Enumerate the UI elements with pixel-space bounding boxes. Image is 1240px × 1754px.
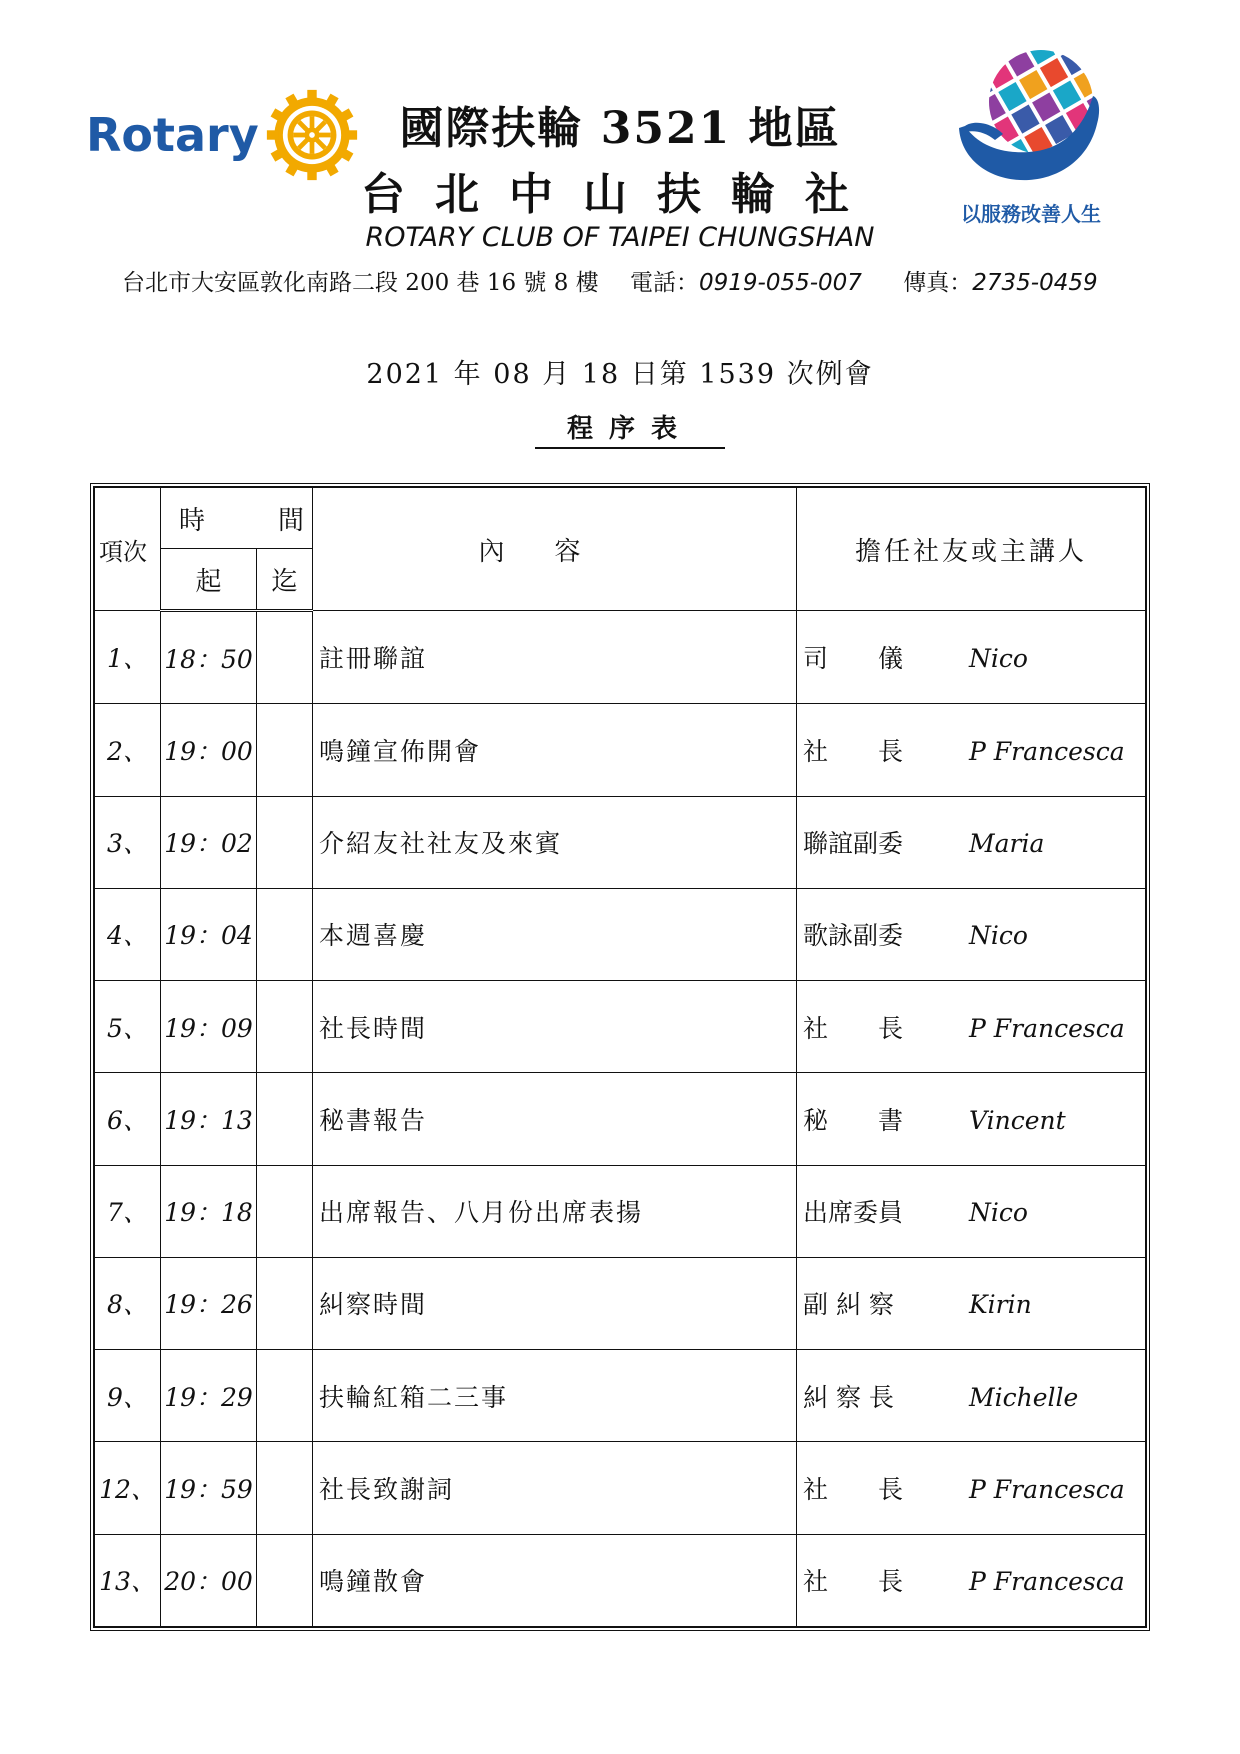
row-content: 秘書報告 [313,1073,797,1165]
row-end-time [257,1534,313,1626]
row-start-time: 19：13 [161,1073,257,1165]
row-person-name: P Francesca [969,1567,1125,1597]
row-content: 社長時間 [313,981,797,1073]
table-row [95,1442,1146,1534]
row-number: 5、 [95,981,161,1073]
row-end-time [257,1165,313,1257]
row-number: 1、 [95,611,161,704]
row-person-name: P Francesca [969,1475,1125,1505]
row-role: 社 長 [803,1475,904,1505]
row-person [797,1442,1146,1534]
club-address-line [122,264,1098,297]
row-end-time [257,1442,313,1534]
rotary-logo-text: Rotary [86,108,259,162]
table-row [95,1350,1146,1442]
fax-label: 傳真： [903,270,973,296]
row-role: 社 長 [803,736,904,766]
row-person-name: Nico [969,1198,1028,1228]
row-number: 8、 [95,1257,161,1349]
row-number: 9、 [95,1350,161,1442]
row-person [797,704,1146,796]
table-row [95,1165,1146,1257]
row-role: 社 長 [803,1567,904,1597]
header-content: 內容 [313,488,797,611]
row-end-time [257,1073,313,1165]
header-item: 項次 [95,488,161,611]
row-person [797,1257,1146,1349]
meeting-date-line: 2021 年 08 月 18 日第 1539 次例會 [366,359,874,390]
globe-in-hand-icon [951,40,1111,190]
row-role: 歌詠副委 [803,921,904,951]
row-start-time: 20：00 [161,1534,257,1626]
row-person [797,981,1146,1073]
table-row [95,704,1146,796]
row-role: 副 糾 察 [803,1290,894,1320]
row-person [797,1073,1146,1165]
club-title: 台北中山扶輪社 [361,169,879,220]
header-time-char2: 間 [277,505,304,536]
club-address: 台北市大安區敦化南路二段 200 巷 16 號 8 樓 [122,270,599,296]
row-number: 2、 [95,704,161,796]
row-role: 社 長 [803,1013,904,1043]
row-person-name: Nico [969,921,1028,951]
row-content: 介紹友社社友及來賓 [313,796,797,888]
row-person [797,1350,1146,1442]
row-content: 註冊聯誼 [313,611,797,704]
row-number: 7、 [95,1165,161,1257]
header-time-char1: 時 [179,505,206,536]
phone-number: 0919-055-007 [698,270,862,296]
table-row [95,796,1146,888]
row-person [797,611,1146,704]
row-person-name: Vincent [969,1105,1066,1135]
program-title: 程序表 [535,408,725,449]
row-person [797,888,1146,980]
row-content: 鳴鐘散會 [313,1534,797,1626]
row-role: 司 儀 [803,644,904,674]
program-table [90,483,1150,1631]
row-start-time: 19：18 [161,1165,257,1257]
row-content: 扶輪紅箱二三事 [313,1350,797,1442]
table-row [95,1073,1146,1165]
row-role: 出席委員 [803,1198,904,1228]
fax-number: 2735-0459 [972,270,1098,296]
row-person-name: P Francesca [969,736,1125,766]
row-end-time [257,704,313,796]
header-start: 起 [161,549,257,611]
row-start-time: 19：02 [161,796,257,888]
row-number: 4、 [95,888,161,980]
row-content: 糾察時間 [313,1257,797,1349]
header-person: 擔任社友或主講人 [797,488,1146,611]
row-end-time [257,1257,313,1349]
row-end-time [257,796,313,888]
row-end-time [257,1350,313,1442]
district-title: 國際扶輪 3521 地區 [399,103,841,154]
header-time [161,488,313,549]
phone-label: 電話： [629,270,699,296]
row-start-time: 19：00 [161,704,257,796]
table-row [95,981,1146,1073]
table-row [95,1257,1146,1349]
row-number: 6、 [95,1073,161,1165]
row-start-time: 19：59 [161,1442,257,1534]
row-start-time: 19：04 [161,888,257,980]
row-person-name: Nico [969,644,1028,674]
table-row [95,611,1146,704]
row-content: 本週喜慶 [313,888,797,980]
club-title-english: ROTARY CLUB OF TAIPEI CHUNGSHAN [365,222,875,253]
row-start-time: 18：50 [161,611,257,704]
row-start-time: 19：26 [161,1257,257,1349]
row-role: 秘 書 [803,1105,904,1135]
row-content: 出席報告、八月份出席表揚 [313,1165,797,1257]
row-role: 聯誼副委 [803,829,904,859]
row-person-name: Michelle [969,1382,1079,1412]
row-end-time [257,888,313,980]
slogan: 以服務改善人生 [961,202,1101,226]
table-row [95,888,1146,980]
row-start-time: 19：29 [161,1350,257,1442]
service-logo [946,40,1116,227]
row-role: 糾 察 長 [803,1382,894,1412]
row-person [797,1534,1146,1626]
row-start-time: 19：09 [161,981,257,1073]
row-content: 社長致謝詞 [313,1442,797,1534]
row-person [797,1165,1146,1257]
row-person-name: P Francesca [969,1013,1125,1043]
row-person-name: Kirin [969,1290,1032,1320]
table-row [95,1534,1146,1626]
row-number: 13、 [95,1534,161,1626]
row-number: 3、 [95,796,161,888]
row-end-time [257,611,313,704]
row-end-time [257,981,313,1073]
header-end: 迄 [257,549,313,611]
row-number: 12、 [95,1442,161,1534]
row-person-name: Maria [969,829,1045,859]
row-person [797,796,1146,888]
row-content: 鳴鐘宣佈開會 [313,704,797,796]
